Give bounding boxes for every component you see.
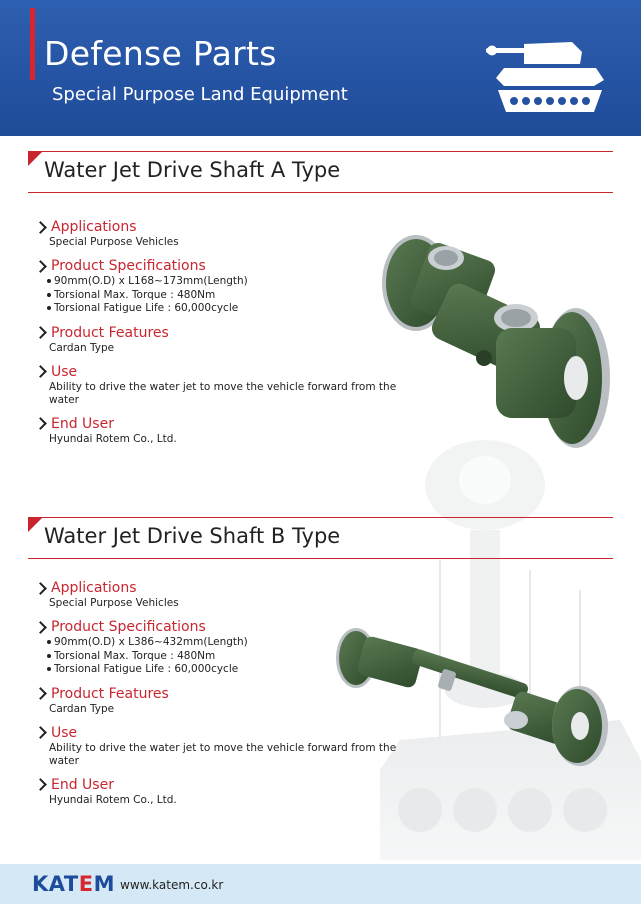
website-link[interactable]: www.katem.co.kr <box>120 878 224 892</box>
chevron-right-icon <box>34 260 47 273</box>
logo-accent-letter: E <box>78 872 94 896</box>
chevron-right-icon <box>34 582 47 595</box>
section-header-a <box>28 151 613 193</box>
drive-shaft-a-image <box>376 228 612 450</box>
specifications-item <box>36 257 416 316</box>
section-corner-accent <box>28 518 42 532</box>
spec-text: Torsional Fatigue Life : 60,000cycle <box>54 302 239 314</box>
applications-label: Applications <box>51 219 137 235</box>
features-item <box>36 324 416 355</box>
features-text: Cardan Type <box>49 341 115 354</box>
logo-text: KAT <box>32 872 79 896</box>
applications-item <box>36 579 416 610</box>
footer <box>0 864 641 904</box>
use-label: Use <box>51 363 78 380</box>
bullet-icon <box>47 640 51 644</box>
chevron-right-icon <box>34 687 47 700</box>
applications-text: Special Purpose Vehicles <box>49 236 179 248</box>
spec-text: Torsional Fatigue Life : 60,000cycle <box>54 663 239 675</box>
features-text: Cardan Type <box>49 702 115 715</box>
drive-shaft-b-image <box>330 608 610 768</box>
use-text: Ability to drive the water jet to move the vehicle forward from the water <box>49 380 397 406</box>
header-banner <box>0 0 641 136</box>
chevron-right-icon <box>34 417 47 430</box>
end-user-text: Hyundai Rotem Co., Ltd. <box>49 793 177 806</box>
header-accent-bar <box>30 8 35 80</box>
bullet-icon <box>47 654 51 658</box>
bullet-icon <box>47 279 51 283</box>
section-header-b <box>28 517 613 559</box>
applications-label: Applications <box>51 580 137 596</box>
product-details-a <box>36 218 416 454</box>
spec-line <box>47 289 416 303</box>
end-user-item <box>36 776 416 807</box>
bullet-icon <box>47 667 51 671</box>
end-user-label: End User <box>51 415 114 432</box>
logo-text: M <box>93 872 115 896</box>
chevron-right-icon <box>34 365 47 378</box>
katem-logo <box>32 872 115 896</box>
section-title-b: Water Jet Drive Shaft B Type <box>44 524 341 548</box>
section-title-a: Water Jet Drive Shaft A Type <box>44 158 341 182</box>
end-user-item <box>36 415 416 446</box>
end-user-label: End User <box>51 776 114 793</box>
specifications-label: Product Specifications <box>51 258 206 274</box>
tank-icon <box>484 38 610 116</box>
chevron-right-icon <box>34 621 47 634</box>
spec-text: Torsional Max. Torque : 480Nm <box>54 288 216 301</box>
features-label: Product Features <box>51 685 169 702</box>
spec-text: 90mm(O.D) x L168~173mm(Length) <box>54 275 248 287</box>
use-label: Use <box>51 724 78 741</box>
chevron-right-icon <box>34 778 47 791</box>
specifications-label: Product Specifications <box>51 619 206 635</box>
use-item <box>36 363 416 407</box>
chevron-right-icon <box>34 221 47 234</box>
end-user-text: Hyundai Rotem Co., Ltd. <box>49 432 177 445</box>
page-subtitle: Special Purpose Land Equipment <box>52 84 348 105</box>
bullet-icon <box>47 306 51 310</box>
applications-text: Special Purpose Vehicles <box>49 597 179 609</box>
features-label: Product Features <box>51 324 169 341</box>
spec-text: Torsional Max. Torque : 480Nm <box>54 649 216 662</box>
spec-text: 90mm(O.D) x L386~432mm(Length) <box>54 636 248 648</box>
chevron-right-icon <box>34 326 47 339</box>
applications-item <box>36 218 416 249</box>
bullet-icon <box>47 293 51 297</box>
chevron-right-icon <box>34 726 47 739</box>
spec-line <box>47 275 416 289</box>
section-corner-accent <box>28 152 42 166</box>
spec-line <box>47 302 416 316</box>
page-title: Defense Parts <box>44 34 277 73</box>
use-text: Ability to drive the water jet to move the vehicle forward from the water <box>49 741 397 767</box>
